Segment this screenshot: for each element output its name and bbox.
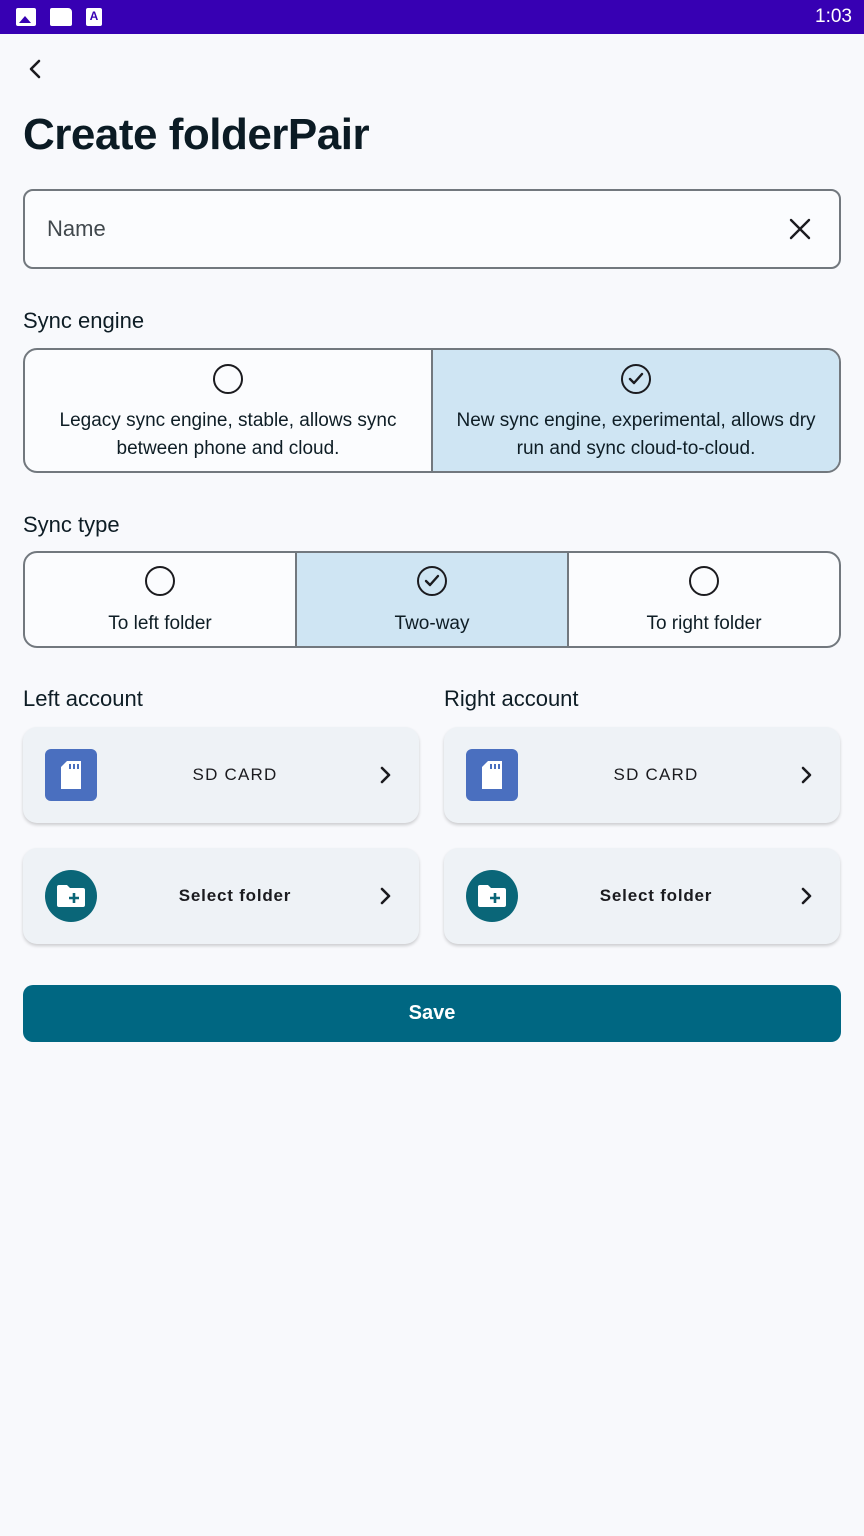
- save-button[interactable]: Save: [23, 985, 841, 1042]
- sync-type-selector: [23, 551, 841, 648]
- left-storage-button[interactable]: [23, 727, 419, 823]
- sd-card-icon: [45, 749, 97, 801]
- option-label: To right folder: [646, 613, 762, 634]
- status-time: 1:03: [815, 6, 852, 27]
- folder-icon: [50, 8, 72, 26]
- option-label: Legacy sync engine, stable, allows sync between phone and cloud.: [59, 410, 397, 459]
- folder-add-icon: [466, 870, 518, 922]
- check-circle-icon: [417, 566, 447, 596]
- right-account-label: Right account: [444, 686, 579, 711]
- storage-label: SD CARD: [192, 765, 278, 784]
- chevron-right-icon: [373, 887, 397, 905]
- chevron-right-icon: [794, 766, 818, 784]
- right-storage-button[interactable]: [444, 727, 840, 823]
- sync-type-option-to-right[interactable]: [567, 553, 839, 646]
- sd-card-icon: [466, 749, 518, 801]
- close-icon: [789, 218, 811, 240]
- name-field[interactable]: [23, 189, 841, 269]
- left-account-label: Left account: [23, 686, 143, 711]
- status-bar: [0, 0, 864, 34]
- storage-label: SD CARD: [613, 765, 699, 784]
- right-select-folder-button[interactable]: [444, 848, 840, 944]
- radio-unchecked-icon: [145, 566, 175, 596]
- chevron-right-icon: [794, 887, 818, 905]
- back-button[interactable]: [20, 52, 50, 86]
- sync-type-option-to-left[interactable]: [25, 553, 295, 646]
- sync-engine-label: Sync engine: [23, 308, 145, 333]
- chevron-left-icon: [27, 58, 43, 80]
- sync-engine-selector: [23, 348, 841, 473]
- option-label: To left folder: [108, 613, 212, 634]
- name-input[interactable]: [47, 216, 783, 242]
- sync-engine-option-legacy[interactable]: [25, 350, 431, 471]
- left-select-folder-button[interactable]: [23, 848, 419, 944]
- folder-label: Select folder: [178, 886, 292, 905]
- chevron-right-icon: [373, 766, 397, 784]
- check-circle-icon: [621, 364, 651, 394]
- sync-engine-option-new[interactable]: [431, 350, 839, 471]
- image-icon: [16, 8, 36, 26]
- option-label: New sync engine, experimental, allows dry run and sync cloud-to-cloud.: [456, 410, 816, 459]
- radio-unchecked-icon: [213, 364, 243, 394]
- clear-button[interactable]: [783, 212, 817, 246]
- option-label: Two-way: [394, 613, 470, 634]
- text-a-icon: [86, 8, 102, 26]
- radio-unchecked-icon: [689, 566, 719, 596]
- folder-label: Select folder: [599, 886, 713, 905]
- page-title: Create folderPair: [23, 110, 370, 159]
- sync-type-option-two-way[interactable]: [295, 553, 567, 646]
- notification-icons: [16, 8, 102, 26]
- sync-type-label: Sync type: [23, 512, 120, 537]
- folder-add-icon: [45, 870, 97, 922]
